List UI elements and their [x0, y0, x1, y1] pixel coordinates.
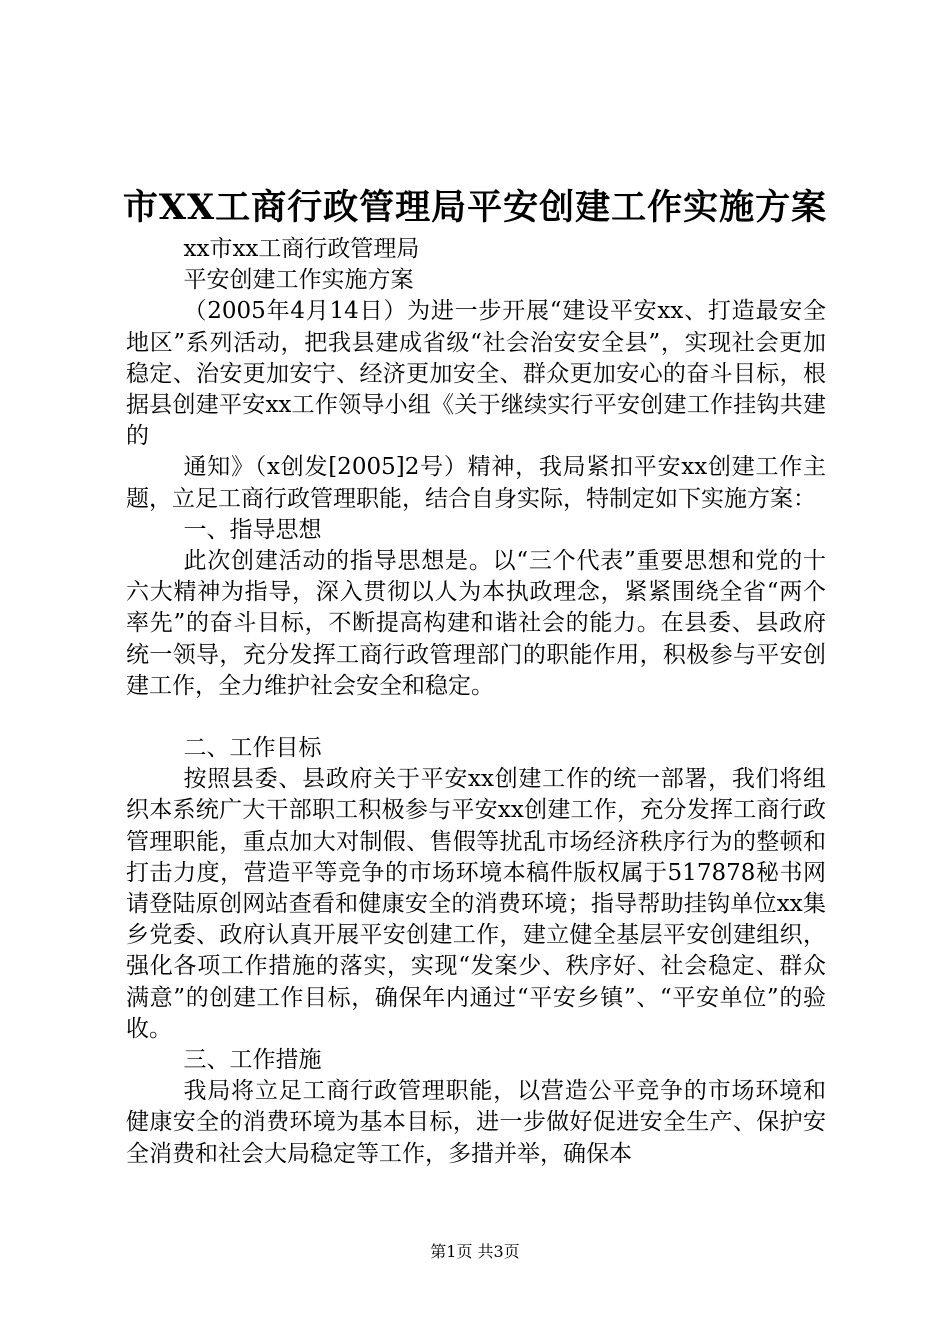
- section-3-text: 我局将立足工商行政管理职能，以营造公平竞争的市场环境和健康安全的消费环境为基本目标，进一步做好促进安全生产、保护安全消费和社会大局稳定等工作，多措并举，确保本: [126, 1078, 826, 1167]
- document-body: [126, 234, 826, 1170]
- page-indicator: 第1页 共3页: [430, 1242, 520, 1261]
- intro-paragraph-2: 通知》（x创发[2005]2号）精神，我局紧扣平安xx创建工作主题，立足工商行政管理职能，结合自身实际，特制定如下实施方案：: [126, 454, 826, 512]
- section-2-text: 按照县委、县政府关于平安xx创建工作的统一部署，我们将组织本系统广大干部职工积极参与平安xx创建工作，充分发挥工商行政管理职能，重点加大对制假、售假等扰乱市场经济秩序行为的整顿和打击力度，营造平等竞争的市场环境本稿件版权属于517878秘书网请登陆原创网站查看和健康安全的消费环境；指导帮助挂钩单位xx集乡党委、政府认真开展平安创建工作，建立健全基层平安创建组织，强化各项工作措施的落实，实现“发案少、秩序好、社会稳定、群众满意”的创建工作目标，确保年内通过“平安乡镇”、“平安单位”的验收。: [126, 766, 826, 1042]
- header-line-1: xx市xx工商行政管理局: [183, 236, 420, 262]
- paragraph-gap: [126, 702, 826, 733]
- intro-paragraph-1: （2005年4月14日）为进一步开展“建设平安xx、打造最安全地区”系列活动，把我县建成省级“社会治安安全县”，实现社会更加稳定、治安更加安宁、经济更加安全、群众更加安心的奋斗目标，根据县创建平安xx工作领导小组《关于继续实行平安创建工作挂钩共建的: [126, 298, 826, 450]
- section-2-heading: 二、工作目标: [183, 735, 322, 762]
- section-1-heading: 一、指导思想: [183, 516, 322, 543]
- section-1-text: 此次创建活动的指导思想是。以“三个代表”重要思想和党的十六大精神为指导，深入贯彻以人为本执政理念，紧紧围绕全省“两个率先”的奋斗目标，不断提高构建和谐社会的能力。在县委、县政府统一领导，充分发挥工商行政管理部门的职能作用，积极参与平安创建工作，全力维护社会安全和稳定。: [126, 548, 826, 699]
- document-title: 市XX工商行政管理局平安创建工作实施方案: [122, 187, 828, 228]
- header-line-2: 平安创建工作实施方案: [183, 267, 414, 294]
- section-3-heading: 三、工作措施: [183, 1047, 322, 1074]
